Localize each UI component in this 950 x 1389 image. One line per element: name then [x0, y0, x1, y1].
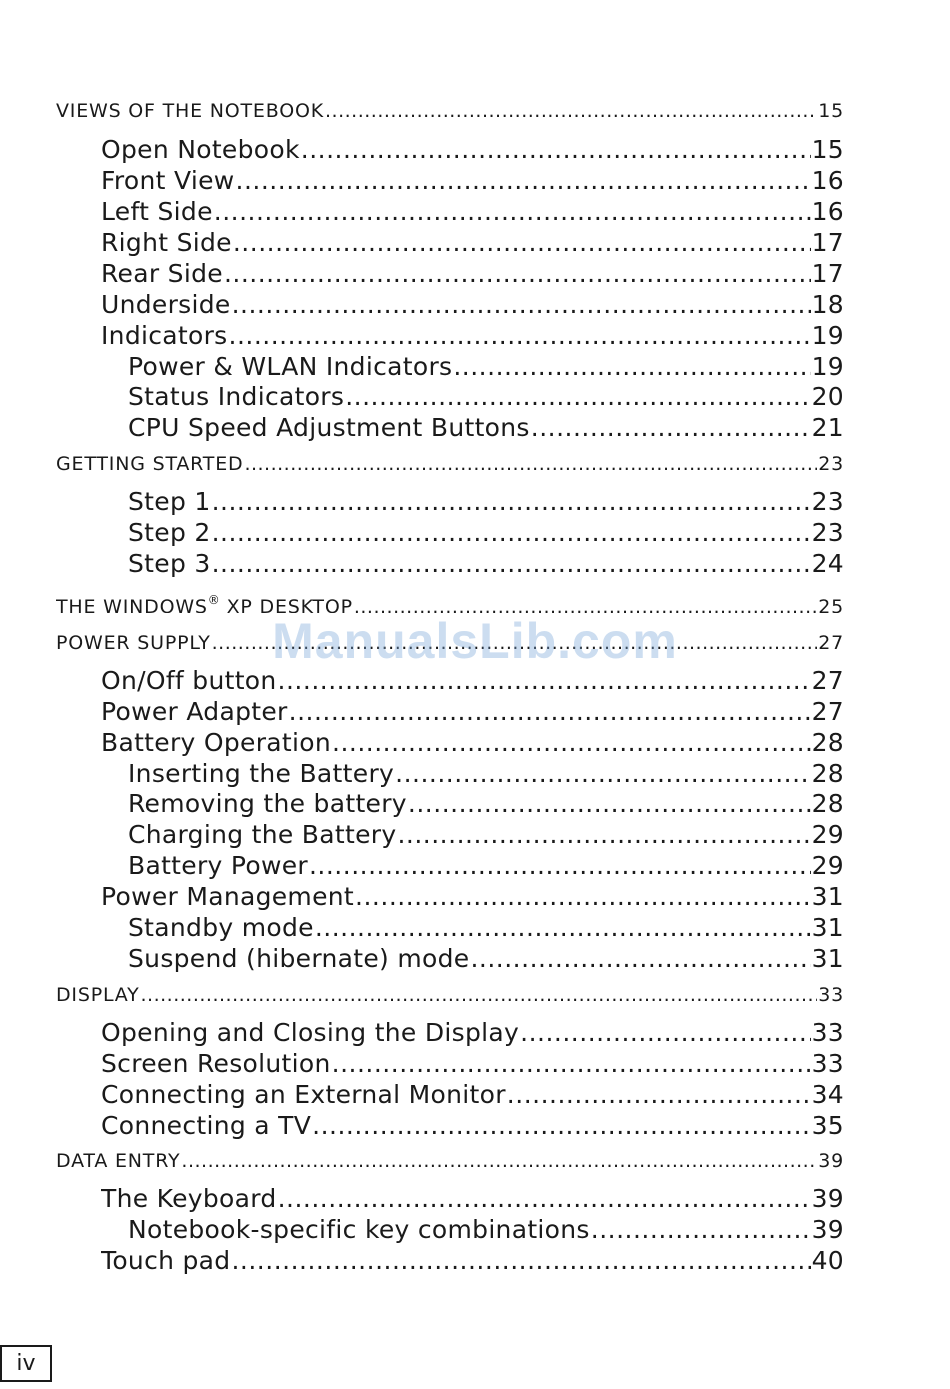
- toc-entry-title: Inserting the Battery: [128, 759, 395, 788]
- dot-leader: [212, 487, 811, 517]
- toc-entry-title: Rear Side: [101, 259, 223, 288]
- toc-entry-title: DATA ENTRY: [56, 1150, 181, 1172]
- toc-entry-standby-mode[interactable]: [128, 913, 844, 943]
- toc-entry-front-view[interactable]: [101, 166, 844, 196]
- toc-entry-title: Underside: [101, 290, 231, 319]
- toc-entry-connecting-tv[interactable]: [101, 1111, 844, 1141]
- toc-entry-page: 17: [811, 228, 844, 257]
- toc-entry-title: Touch pad: [101, 1246, 231, 1275]
- toc-entry-removing-battery[interactable]: [128, 789, 844, 819]
- toc-entry-battery-operation[interactable]: [101, 728, 844, 758]
- toc-entry-page: 23: [811, 518, 844, 547]
- toc-entry-power-management[interactable]: [101, 882, 844, 912]
- dot-leader: [591, 1215, 811, 1245]
- toc-entry-page: 15: [811, 135, 844, 164]
- toc-entry-title: Removing the battery: [128, 789, 407, 818]
- dot-leader: [354, 594, 817, 613]
- toc-entry-page: 33: [811, 1018, 844, 1047]
- toc-entry-page: 33: [818, 984, 844, 1006]
- toc-entry-title: Screen Resolution: [101, 1049, 331, 1078]
- toc-entry-page: 27: [811, 697, 844, 726]
- toc-entry-page: 16: [811, 166, 844, 195]
- toc-entry-title: Standby mode: [128, 913, 314, 942]
- toc-entry-page: 39: [811, 1215, 844, 1244]
- toc-entry-title: Connecting a TV: [101, 1111, 312, 1140]
- dot-leader: [229, 321, 811, 351]
- toc-entry-status-indicators[interactable]: [128, 382, 844, 412]
- toc-entry-title: [56, 587, 353, 613]
- toc-entry-charging-battery[interactable]: [128, 820, 844, 850]
- toc-entry-page: 27: [818, 632, 844, 654]
- toc-entry-opening-closing-display[interactable]: [101, 1018, 844, 1048]
- dot-leader: [453, 352, 810, 382]
- toc-entry-page: 17: [811, 259, 844, 288]
- dot-leader: [278, 666, 811, 696]
- registered-mark: ®: [207, 593, 220, 607]
- toc-entry-right-side[interactable]: [101, 228, 844, 258]
- dot-leader: [278, 1184, 811, 1214]
- dot-leader: [520, 1018, 810, 1048]
- dot-leader: [470, 944, 810, 974]
- toc-entry-title: DISPLAY: [56, 984, 140, 1006]
- dot-leader: [325, 98, 817, 124]
- toc-entry-title: Step 3: [128, 549, 211, 578]
- toc-entry-step-2[interactable]: [128, 518, 844, 548]
- toc-entry-step-1[interactable]: [128, 487, 844, 517]
- toc-entry-rear-side[interactable]: [101, 259, 844, 289]
- toc-entry-key-combinations[interactable]: [128, 1215, 844, 1245]
- dot-leader: [301, 135, 811, 165]
- toc-entry-title: GETTING STARTED: [56, 453, 244, 475]
- dot-leader: [214, 197, 811, 227]
- toc-entry-page: 40: [811, 1246, 844, 1275]
- dot-leader: [345, 382, 810, 412]
- toc-entry-title: POWER SUPPLY: [56, 632, 211, 654]
- toc-entry-title: Suspend (hibernate) mode: [128, 944, 470, 973]
- toc-entry-page: 29: [811, 820, 844, 849]
- dot-leader: [355, 882, 811, 912]
- toc-entry-page: 31: [811, 944, 844, 973]
- toc-entry-page: 19: [811, 321, 844, 350]
- toc-entry-title: Battery Operation: [101, 728, 331, 757]
- toc-entry-page: 28: [811, 789, 844, 818]
- toc-entry-keyboard[interactable]: [101, 1184, 844, 1214]
- dot-leader: [212, 630, 818, 656]
- dot-leader: [232, 290, 811, 320]
- toc-entry-title: Front View: [101, 166, 235, 195]
- toc-entry-page: 23: [818, 453, 844, 475]
- toc-entry-underside[interactable]: [101, 290, 844, 320]
- toc-entry-title: Indicators: [101, 321, 228, 350]
- dot-leader: [332, 728, 811, 758]
- toc-entry-inserting-battery[interactable]: [128, 759, 844, 789]
- toc-entry-page: 21: [811, 413, 844, 442]
- toc-entry-page: 33: [811, 1049, 844, 1078]
- toc-entry-title: The Keyboard: [101, 1184, 277, 1213]
- toc-chapter-views-of-the-notebook[interactable]: [56, 98, 844, 124]
- toc-entry-page: 16: [811, 197, 844, 226]
- toc-entry-title: Left Side: [101, 197, 213, 226]
- toc-entry-page: 31: [811, 913, 844, 942]
- toc-chapter-power-supply[interactable]: [56, 630, 844, 656]
- toc-entry-screen-resolution[interactable]: [101, 1049, 844, 1079]
- toc-entry-title: Step 1: [128, 487, 211, 516]
- toc-entry-title: Power Management: [101, 882, 355, 911]
- dot-leader: [224, 259, 811, 289]
- toc-entry-title: Battery Power: [128, 851, 308, 880]
- toc-entry-page: 15: [818, 100, 844, 122]
- toc-entry-page: 23: [811, 487, 844, 516]
- toc-entry-touch-pad[interactable]: [101, 1246, 844, 1276]
- toc-entry-page: 28: [811, 759, 844, 788]
- toc-entry-page: 27: [811, 666, 844, 695]
- toc-entry-page: 20: [811, 382, 844, 411]
- toc-chapter-display[interactable]: [56, 982, 844, 1008]
- toc-entry-cpu-speed-buttons[interactable]: [128, 413, 844, 443]
- dot-leader: [397, 820, 810, 850]
- toc-entry-battery-power[interactable]: [128, 851, 844, 881]
- title-suffix: XP DESKTOP: [219, 596, 353, 613]
- dot-leader: [244, 451, 817, 477]
- toc-entry-page: 34: [811, 1080, 844, 1109]
- toc-entry-title: VIEWS OF THE NOTEBOOK: [56, 100, 325, 122]
- dot-leader: [531, 413, 811, 443]
- toc-entry-title: Open Notebook: [101, 135, 300, 164]
- toc-entry-title: Right Side: [101, 228, 232, 257]
- toc-entry-power-wlan-indicators[interactable]: [128, 352, 844, 382]
- title-prefix: THE WINDOWS: [56, 596, 208, 613]
- toc-entry-suspend-mode[interactable]: [128, 944, 844, 974]
- toc-entry-on-off-button[interactable]: [101, 666, 844, 696]
- toc-entry-title: On/Off button: [101, 666, 277, 695]
- dot-leader: [395, 759, 810, 789]
- toc-entry-page: 39: [818, 1150, 844, 1172]
- dot-leader: [212, 549, 811, 579]
- watermark: ManualsLib.com: [272, 613, 678, 669]
- toc-entry-page: 18: [811, 290, 844, 319]
- toc-entry-external-monitor[interactable]: [101, 1080, 844, 1110]
- toc-entry-title: Power & WLAN Indicators: [128, 352, 453, 381]
- dot-leader: [236, 166, 811, 196]
- toc-entry-page: 28: [811, 728, 844, 757]
- dot-leader: [233, 228, 811, 258]
- toc-entry-title: Charging the Battery: [128, 820, 397, 849]
- toc-entry-title: Power Adapter: [101, 697, 288, 726]
- toc-entry-open-notebook[interactable]: [101, 135, 844, 165]
- toc-entry-page: 35: [811, 1111, 844, 1140]
- dot-leader: [408, 789, 811, 819]
- toc-entry-step-3[interactable]: [128, 549, 844, 579]
- toc-entry-page: 39: [811, 1184, 844, 1213]
- toc-entry-power-adapter[interactable]: [101, 697, 844, 727]
- toc-entry-page: 19: [811, 352, 844, 381]
- toc-chapter-data-entry[interactable]: [56, 1148, 844, 1174]
- toc-entry-title: Notebook-specific key combinations: [128, 1215, 590, 1244]
- toc-entry-page: 25: [818, 596, 844, 613]
- toc-entry-left-side[interactable]: [101, 197, 844, 227]
- page-number: iv: [0, 1345, 52, 1382]
- dot-leader: [231, 1246, 810, 1276]
- dot-leader: [309, 851, 811, 881]
- dot-leader: [181, 1148, 817, 1174]
- dot-leader: [289, 697, 811, 727]
- toc-entry-page: 24: [811, 549, 844, 578]
- toc-entry-page: 29: [811, 851, 844, 880]
- toc-entry-title: Connecting an External Monitor: [101, 1080, 506, 1109]
- toc-entry-title: Status Indicators: [128, 382, 345, 411]
- toc-entry-indicators[interactable]: [101, 321, 844, 351]
- toc-chapter-windows-xp-desktop[interactable]: [56, 587, 844, 613]
- toc-entry-title: Opening and Closing the Display: [101, 1018, 520, 1047]
- dot-leader: [312, 1111, 810, 1141]
- toc-chapter-getting-started[interactable]: [56, 451, 844, 477]
- dot-leader: [212, 518, 811, 548]
- toc-entry-title: Step 2: [128, 518, 211, 547]
- dot-leader: [507, 1080, 811, 1110]
- toc-entry-page: 31: [811, 882, 844, 911]
- dot-leader: [332, 1049, 811, 1079]
- toc-entry-title: CPU Speed Adjustment Buttons: [128, 413, 530, 442]
- dot-leader: [315, 913, 811, 943]
- dot-leader: [141, 982, 818, 1008]
